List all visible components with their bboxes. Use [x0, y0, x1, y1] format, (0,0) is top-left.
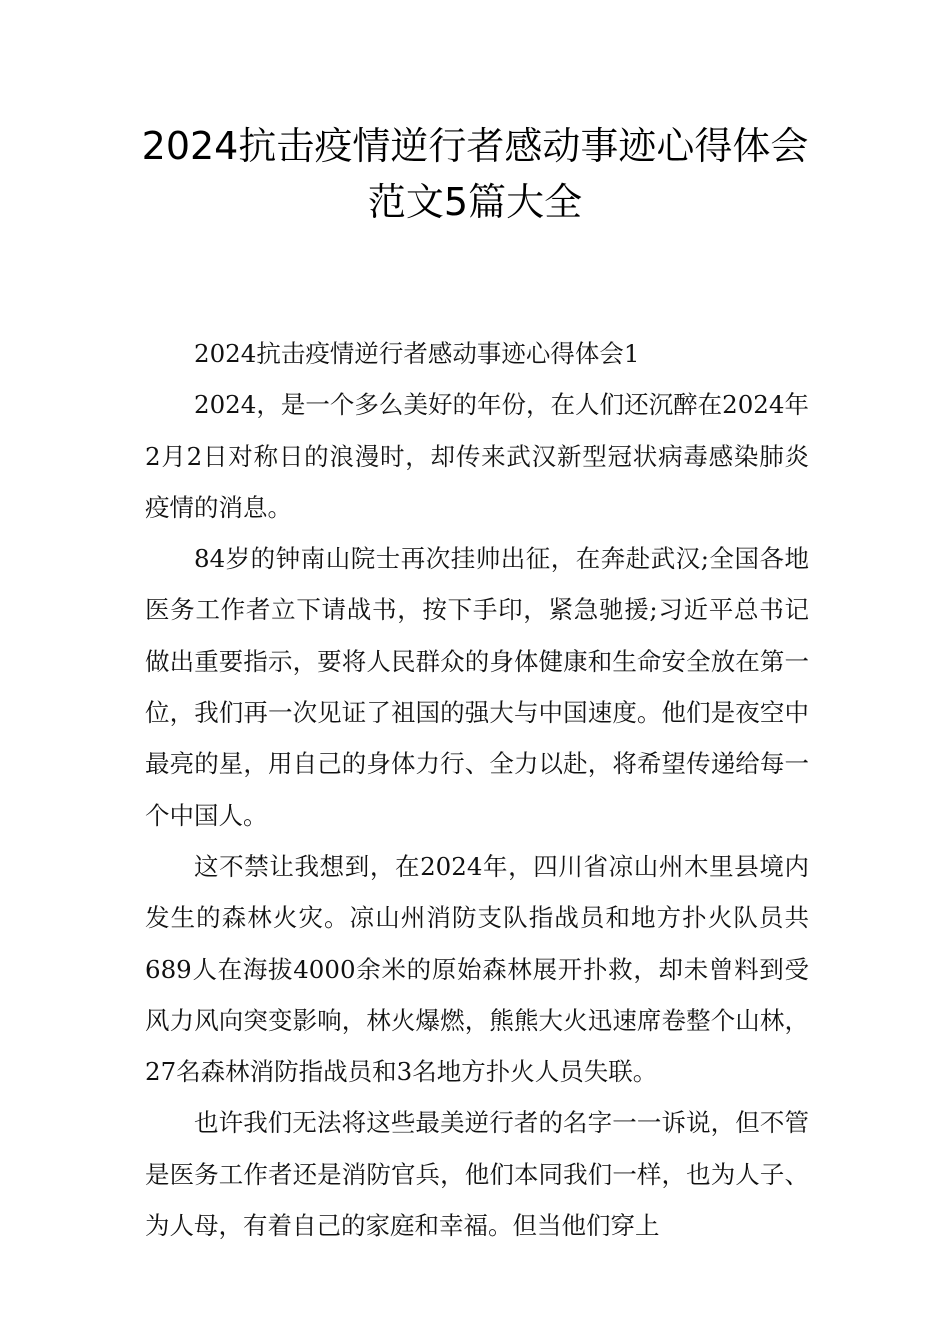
- document-title: [100, 118, 850, 230]
- section-heading: 2024抗击疫情逆行者感动事迹心得体会1: [194, 339, 640, 368]
- paragraph-4: 也许我们无法将这些最美逆行者的名字一一诉说，但不管是医务工作者还是消防官兵，他们本同我们一样，也为人子、为人母，有着自己的家庭和幸福。但当他们穿上: [145, 1108, 809, 1241]
- paragraph-1: 2024，是一个多么美好的年份，在人们还沉醉在2024年2月2日对称日的浪漫时，却传来武汉新型冠状病毒感染肺炎疫情的消息。: [145, 390, 809, 522]
- paragraph-3: 这不禁让我想到，在2024年，四川省凉山州木里县境内发生的森林火灾。凉山州消防支队指战员和地方扑火队员共689人在海拔4000余米的原始森林展开扑救，却未曾料到受风力风向突变影响，林火爆燃，熊熊大火迅速席卷整个山林，27名森林消防指战员和3名地方扑火人员失联。: [145, 851, 809, 1087]
- title-line-2: 范文5篇大全: [367, 180, 583, 224]
- title-line-1: 2024抗击疫情逆行者感动事迹心得体会: [141, 124, 809, 168]
- paragraph-2: 84岁的钟南山院士再次挂帅出征，在奔赴武汉;全国各地医务工作者立下请战书，按下手印，紧急驰援;习近平总书记做出重要指示，要将人民群众的身体健康和生命安全放在第一位，我们再一次见证了祖国的强大与中国速度。他们是夜空中最亮的星，用自己的身体力行、全力以赴，将希望传递给每一个中国人。: [145, 544, 809, 830]
- document-body: [145, 328, 809, 1251]
